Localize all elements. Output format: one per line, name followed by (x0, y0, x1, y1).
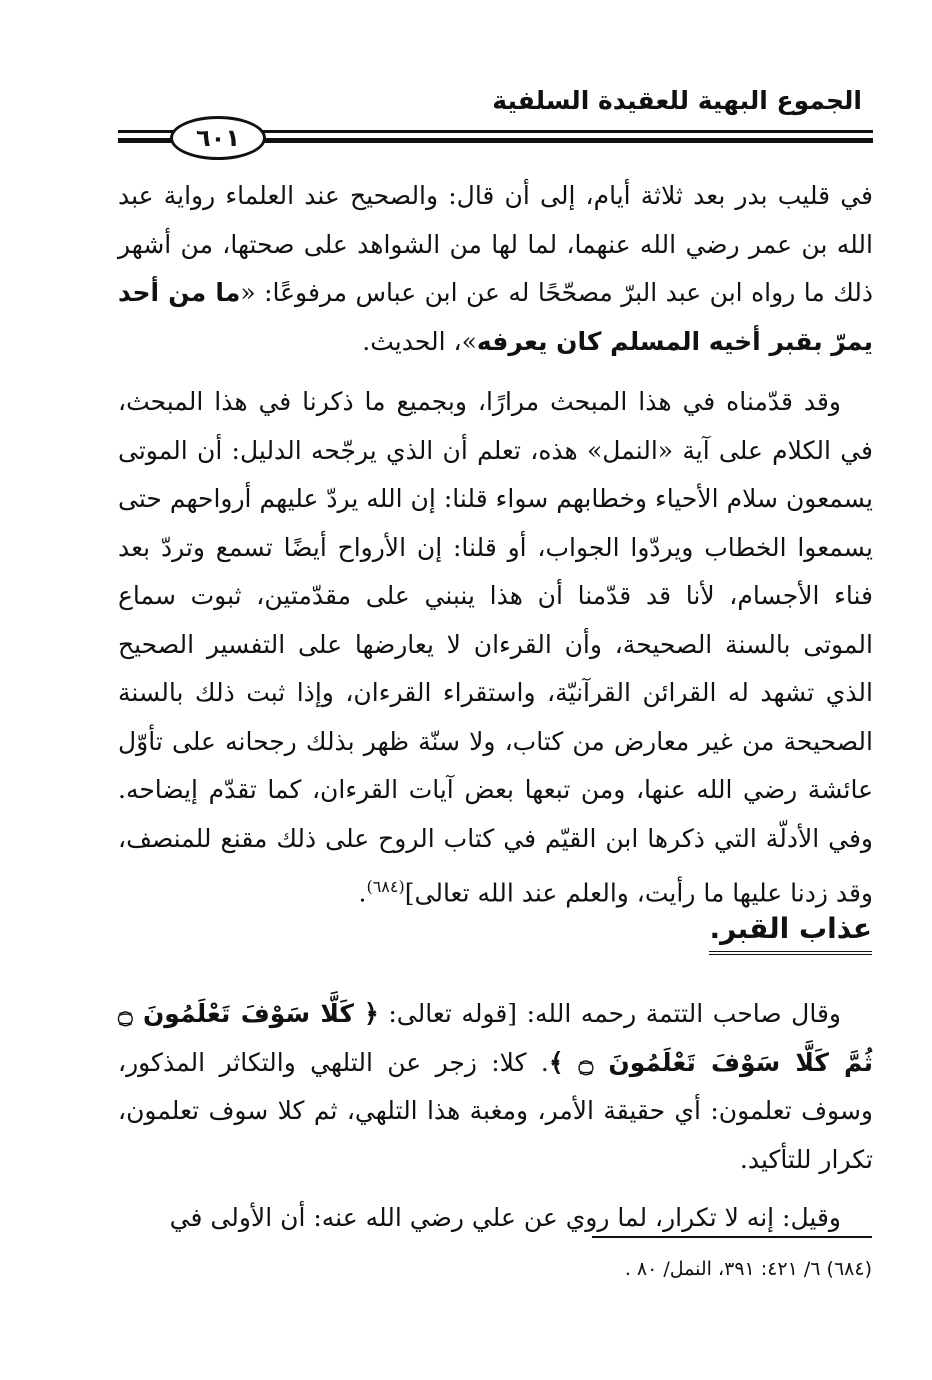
paragraph-2-text: وقد قدّمناه في هذا المبحث مرارًا، وبجميع ما ذكرنا في هذا المبحث، في الكلام على آية «النمل» هذه، تعلم أن الذي يرجّحه الدليل: أن الموتى يسمعون سلام الأحياء وخطابهم سواء قلنا: إن الله يردّ عليهم أرواحهم حتى يسمعوا الخطاب ويردّوا الجواب، أو قلنا: إن الأرواح أيضًا تسمع وتردّ بعد فناء الأجسام، لأنا قد قدّمنا أن هذا ينبني على مقدّمتين، ثبوت سماع الموتى بالسنة الصحيحة، وأن القرءان لا يعارضها على التفسير الصحيح الذي تشهد له القرائن القرآنيّة، واستقراء القرءان، وإذا ثبت ذلك بالسنة الصحيحة من غير معارض من كتاب، ولا سنّة ظهر بذلك رجحانه على تأوّل عائشة رضي الله عنها، ومن تبعها بعض آيات القرءان، كما تقدّم إيضاحه. وفي الأدلّة التي ذكرها ابن القيّم في كتاب الروح على ذلك مقنع للمنصف، وقد زدنا عليها ما رأيت، والعلم عند الله تعالى] (118, 387, 874, 908)
paragraph-3 (118, 990, 873, 1184)
paragraph-2-end: . (358, 878, 367, 908)
running-title: الجموع البهية للعقيدة السلفية (492, 86, 862, 115)
paragraph-2 (118, 378, 873, 918)
page-number: ٦٠١ (170, 116, 266, 160)
paragraph-1-text: في قليب بدر بعد ثلاثة أيام، إلى أن قال: والصحيح عند العلماء رواية عبد الله بن عمر رضي الله عنهما، لما لها من الشواهد على صحتها، من أشهر ذلك ما رواه ابن عبد البرّ مصحّحًا له عن ابن عباس مرفوعًا: « (118, 181, 874, 307)
section-heading: عذاب القبر. (709, 912, 872, 955)
footnote-ref[interactable]: (٦٨٤) (366, 877, 405, 896)
footnote-divider (592, 1236, 872, 1238)
main-text (118, 172, 873, 918)
quran-verse: ﴿ كَلَّا سَوْفَ تَعْلَمُونَ ۝ ثُمَّ كَلَّا سَوْفَ تَعْلَمُونَ ۝ ﴾ (118, 999, 873, 1077)
footnote: (٦٨٤) ٦/ ٤٢١: ٣٩١، النمل/ ٨٠ . (624, 1258, 872, 1280)
hadith-quote: ما من أحد يمرّ بقبر أخيه المسلم كان يعرفه (118, 278, 873, 356)
paragraph-1-end: »، الحديث. (362, 326, 477, 356)
main-text-2 (118, 990, 873, 1243)
paragraph-1 (118, 172, 873, 366)
section-heading-wrap (709, 912, 872, 955)
paragraph-3-end: . كلا: زجر عن التلهي والتكاثر المذكور، وسوف تعلمون: أي حقيقة الأمر، ومغبة هذا التلهي، ثم كلا سوف تعلمون، تكرار للتأكيد. (118, 1047, 873, 1174)
paragraph-3-text: وقال صاحب التتمة رحمه الله: [قوله تعالى: (378, 999, 841, 1028)
paragraph-4: وقيل: إنه لا تكرار، لما روي عن علي رضي الله عنه: أن الأولى في (169, 1203, 841, 1232)
